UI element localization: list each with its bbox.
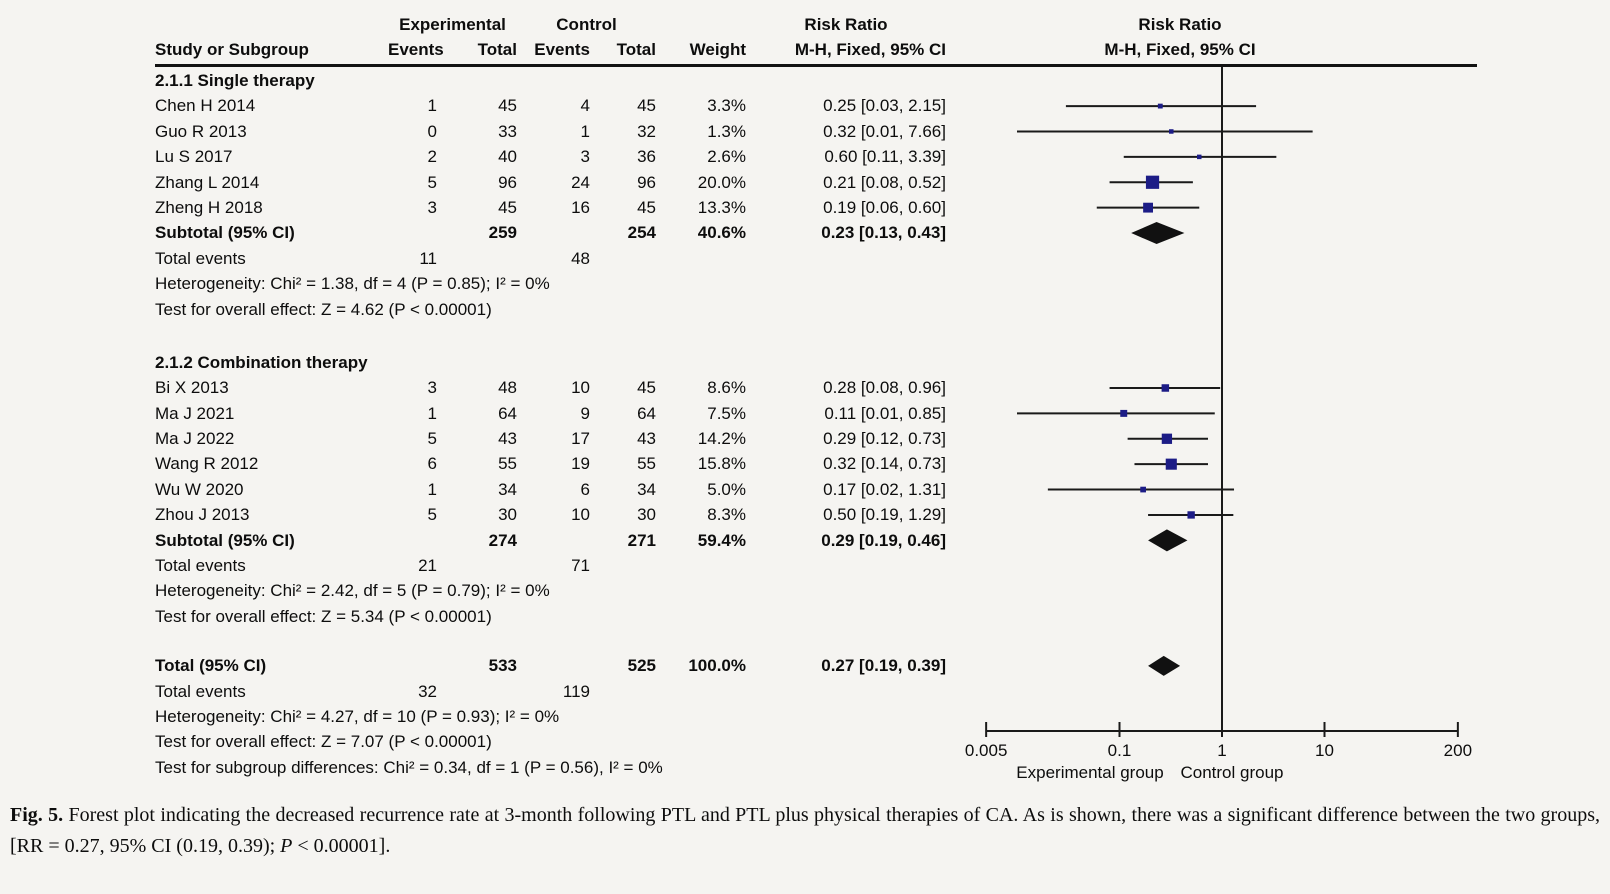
column-group-risk-ratio: Risk Ratio <box>804 15 888 34</box>
subgroup-header: 2.1.2 Combination therapy <box>155 352 368 372</box>
total-exp: 259 <box>488 223 517 243</box>
total-events-ctl: 48 <box>571 248 590 268</box>
events-ctl: 6 <box>580 479 590 499</box>
study-label: Subtotal (95% CI) <box>155 530 295 550</box>
study-row <box>155 477 955 502</box>
axis-right-label: Control group <box>1180 763 1284 782</box>
events-ctl: 1 <box>580 121 590 141</box>
study-label: Ma J 2021 <box>155 403 235 423</box>
study-label: Lu S 2017 <box>155 147 233 167</box>
ci-text: 0.50 [0.19, 1.29] <box>823 505 946 525</box>
events-ctl: 3 <box>580 147 590 167</box>
total-events-exp: 32 <box>418 681 437 701</box>
total-exp: 533 <box>488 656 517 676</box>
weight: 2.6% <box>707 147 746 167</box>
statistics-note: Test for overall effect: Z = 5.34 (P < 0.00001) <box>155 606 492 626</box>
total-ctl: 64 <box>637 403 656 423</box>
column-header-mh-ci: M-H, Fixed, 95% CI <box>794 40 946 59</box>
row-spacer <box>155 629 955 653</box>
total-ctl: 32 <box>637 121 656 141</box>
study-row <box>155 375 955 400</box>
total-exp: 34 <box>498 479 517 499</box>
 <box>437 679 517 704</box>
study-label: Zheng H 2018 <box>155 197 263 217</box>
events-ctl: 9 <box>580 403 590 423</box>
study-label: Total (95% CI) <box>155 656 267 676</box>
column-header-events-ctl: Events <box>534 40 590 59</box>
effect-marker <box>1158 104 1163 109</box>
total-exp: 43 <box>498 429 517 449</box>
events-exp: 3 <box>427 378 437 398</box>
study-label: Chen H 2014 <box>155 96 256 116</box>
events-exp: 1 <box>427 96 437 116</box>
axis-tick-label: 0.1 <box>1107 741 1132 760</box>
total-exp: 30 <box>498 505 517 525</box>
study-row <box>155 195 955 220</box>
events-exp <box>388 653 437 678</box>
caption-segment: Fig. 5. <box>10 804 64 826</box>
plot-header <box>980 12 1380 62</box>
total-ctl: 96 <box>637 172 656 192</box>
study-label: Wu W 2020 <box>155 479 244 499</box>
ci-text: 0.27 [0.19, 0.39] <box>821 656 946 676</box>
weight: 7.5% <box>707 403 746 423</box>
effect-marker <box>1187 511 1194 518</box>
caption-segment: Forest plot indicating the decreased recurrence rate at 3-month following PTL and PTL plus physical therapies of CA. As is shown, there was a significant difference between the two groups, [RR = 0.27, 95% CI (0.19, 0.39); <box>10 804 1600 857</box>
weight: 8.3% <box>707 505 746 525</box>
effect-marker <box>1162 434 1172 444</box>
total-ctl: 55 <box>637 454 656 474</box>
effect-marker <box>1169 129 1174 134</box>
column-header-weight: Weight <box>689 40 746 59</box>
total-exp: 45 <box>498 96 517 116</box>
ci-text: 0.32 [0.14, 0.73] <box>823 454 946 474</box>
total-exp: 48 <box>498 378 517 398</box>
subtotal-diamond <box>1131 222 1184 244</box>
total-events-ctl: 119 <box>562 681 590 701</box>
weight: 59.4% <box>697 530 746 550</box>
 <box>437 246 517 271</box>
subtotal-row <box>155 220 955 245</box>
column-header-events-exp: Events <box>388 40 444 59</box>
ci-text: 0.29 [0.19, 0.46] <box>821 530 946 550</box>
events-exp: 2 <box>427 147 437 167</box>
weight: 100.0% <box>688 656 746 676</box>
axis-tick-label: 1 <box>1217 741 1227 760</box>
events-exp <box>388 220 437 245</box>
plot-header-title: Risk Ratio <box>1138 15 1222 34</box>
weight: 1.3% <box>707 121 746 141</box>
total-row <box>155 653 955 678</box>
study-label: Subtotal (95% CI) <box>155 223 295 243</box>
caption-segment: < 0.00001]. <box>292 835 391 857</box>
events-exp: 1 <box>427 403 437 423</box>
events-exp: 1 <box>427 479 437 499</box>
events-exp: 0 <box>427 121 437 141</box>
effect-marker <box>1143 203 1153 213</box>
weight: 20.0% <box>697 172 746 192</box>
events-ctl: 19 <box>571 454 590 474</box>
total-ctl: 45 <box>637 378 656 398</box>
column-header-study: Study or Subgroup <box>155 40 309 59</box>
header-rule <box>155 64 1477 67</box>
effect-marker <box>1197 155 1202 160</box>
statistics-note: Test for overall effect: Z = 4.62 (P < 0.00001) <box>155 299 492 319</box>
weight: 13.3% <box>697 197 746 217</box>
study-label: Bi X 2013 <box>155 378 229 398</box>
total-events-label: Total events <box>155 681 246 701</box>
study-label: Wang R 2012 <box>155 454 259 474</box>
column-group-experimental: Experimental <box>399 15 506 34</box>
total-events-row <box>155 553 955 578</box>
total-ctl: 30 <box>637 505 656 525</box>
ci-text: 0.17 [0.02, 1.31] <box>823 479 946 499</box>
study-row <box>155 144 955 169</box>
effect-marker <box>1162 384 1170 392</box>
total-exp: 33 <box>498 121 517 141</box>
axis-tick-label: 0.005 <box>964 741 1008 760</box>
column-group-control: Control <box>556 15 617 34</box>
total-events-exp: 21 <box>418 556 437 576</box>
total-events-exp: 11 <box>419 248 437 268</box>
events-exp: 5 <box>427 429 437 449</box>
weight: 40.6% <box>697 223 746 243</box>
effect-marker <box>1140 487 1146 493</box>
figure-caption <box>10 800 1600 862</box>
events-exp <box>388 528 437 553</box>
ci-text: 0.11 [0.01, 0.85] <box>824 403 946 423</box>
ci-text: 0.25 [0.03, 2.15] <box>823 96 946 116</box>
statistics-note: Heterogeneity: Chi² = 1.38, df = 4 (P = 0.85); I² = 0% <box>155 274 550 294</box>
total-events-label: Total events <box>155 556 246 576</box>
events-exp: 3 <box>427 197 437 217</box>
statistics-note: Test for overall effect: Z = 7.07 (P < 0.00001) <box>155 732 492 752</box>
total-exp: 96 <box>498 172 517 192</box>
ci-text: 0.19 [0.06, 0.60] <box>823 197 946 217</box>
statistics-note: Heterogeneity: Chi² = 4.27, df = 10 (P = 0.93); I² = 0% <box>155 706 560 726</box>
events-ctl: 24 <box>571 172 590 192</box>
events-exp: 6 <box>427 454 437 474</box>
study-row <box>155 119 955 144</box>
events-ctl: 17 <box>571 429 590 449</box>
effect-marker <box>1120 410 1127 417</box>
subtotal-row <box>155 528 955 553</box>
column-header-total-exp: Total <box>477 40 517 59</box>
total-ctl: 45 <box>637 96 656 116</box>
weight: 14.2% <box>697 429 746 449</box>
events-exp: 5 <box>427 505 437 525</box>
effect-marker <box>1146 176 1159 189</box>
events-ctl: 10 <box>571 378 590 398</box>
total-events-label: Total events <box>155 248 246 268</box>
study-row <box>155 93 955 118</box>
weight: 3.3% <box>707 96 746 116</box>
caption-segment: P <box>280 835 293 857</box>
events-ctl <box>517 528 590 553</box>
events-exp: 5 <box>427 172 437 192</box>
events-ctl <box>517 653 590 678</box>
subgroup-header: 2.1.1 Single therapy <box>155 71 315 90</box>
weight: 5.0% <box>707 479 746 499</box>
study-label: Zhou J 2013 <box>155 505 250 525</box>
plot-header-subtitle: M-H, Fixed, 95% CI <box>1104 40 1256 59</box>
study-row <box>155 451 955 476</box>
ci-text: 0.32 [0.01, 7.66] <box>823 121 946 141</box>
axis-left-label: Experimental group <box>1016 763 1164 782</box>
events-ctl: 4 <box>580 96 590 116</box>
total-diamond <box>1148 656 1180 676</box>
total-exp: 40 <box>498 147 517 167</box>
total-ctl: 254 <box>627 223 656 243</box>
statistics-note: Heterogeneity: Chi² = 2.42, df = 5 (P = 0.79); I² = 0% <box>155 581 550 601</box>
total-ctl: 43 <box>637 429 656 449</box>
total-ctl: 36 <box>637 147 656 167</box>
total-events-ctl: 71 <box>571 556 590 576</box>
total-exp: 55 <box>498 454 517 474</box>
study-row <box>155 401 955 426</box>
total-exp: 64 <box>498 403 517 423</box>
total-exp: 45 <box>498 197 517 217</box>
weight: 8.6% <box>707 378 746 398</box>
events-ctl: 16 <box>571 197 590 217</box>
 <box>437 553 517 578</box>
effect-marker <box>1166 459 1177 470</box>
row-spacer <box>155 322 955 350</box>
table-body <box>155 68 955 780</box>
table-header <box>155 12 946 63</box>
ci-text: 0.28 [0.08, 0.96] <box>823 378 946 398</box>
ci-text: 0.60 [0.11, 3.39] <box>824 147 946 167</box>
total-events-row <box>155 246 955 271</box>
ci-text: 0.29 [0.12, 0.73] <box>823 429 946 449</box>
axis-tick-label: 10 <box>1315 741 1334 760</box>
events-ctl <box>517 220 590 245</box>
axis-tick-label: 200 <box>1443 741 1473 760</box>
total-ctl: 271 <box>627 530 656 550</box>
study-label: Guo R 2013 <box>155 121 247 141</box>
total-events-row <box>155 679 955 704</box>
total-ctl: 45 <box>637 197 656 217</box>
study-row <box>155 426 955 451</box>
total-ctl: 34 <box>637 479 656 499</box>
total-exp: 274 <box>488 530 517 550</box>
study-row <box>155 170 955 195</box>
study-label: Zhang L 2014 <box>155 172 260 192</box>
study-label: Ma J 2022 <box>155 429 235 449</box>
study-row <box>155 502 955 527</box>
statistics-note: Test for subgroup differences: Chi² = 0.34, df = 1 (P = 0.56), I² = 0% <box>155 757 663 777</box>
ci-text: 0.23 [0.13, 0.43] <box>821 223 946 243</box>
ci-text: 0.21 [0.08, 0.52] <box>823 172 946 192</box>
events-ctl: 10 <box>571 505 590 525</box>
subtotal-diamond <box>1148 529 1187 551</box>
total-ctl: 525 <box>627 656 656 676</box>
weight: 15.8% <box>697 454 746 474</box>
column-header-total-ctl: Total <box>616 40 656 59</box>
